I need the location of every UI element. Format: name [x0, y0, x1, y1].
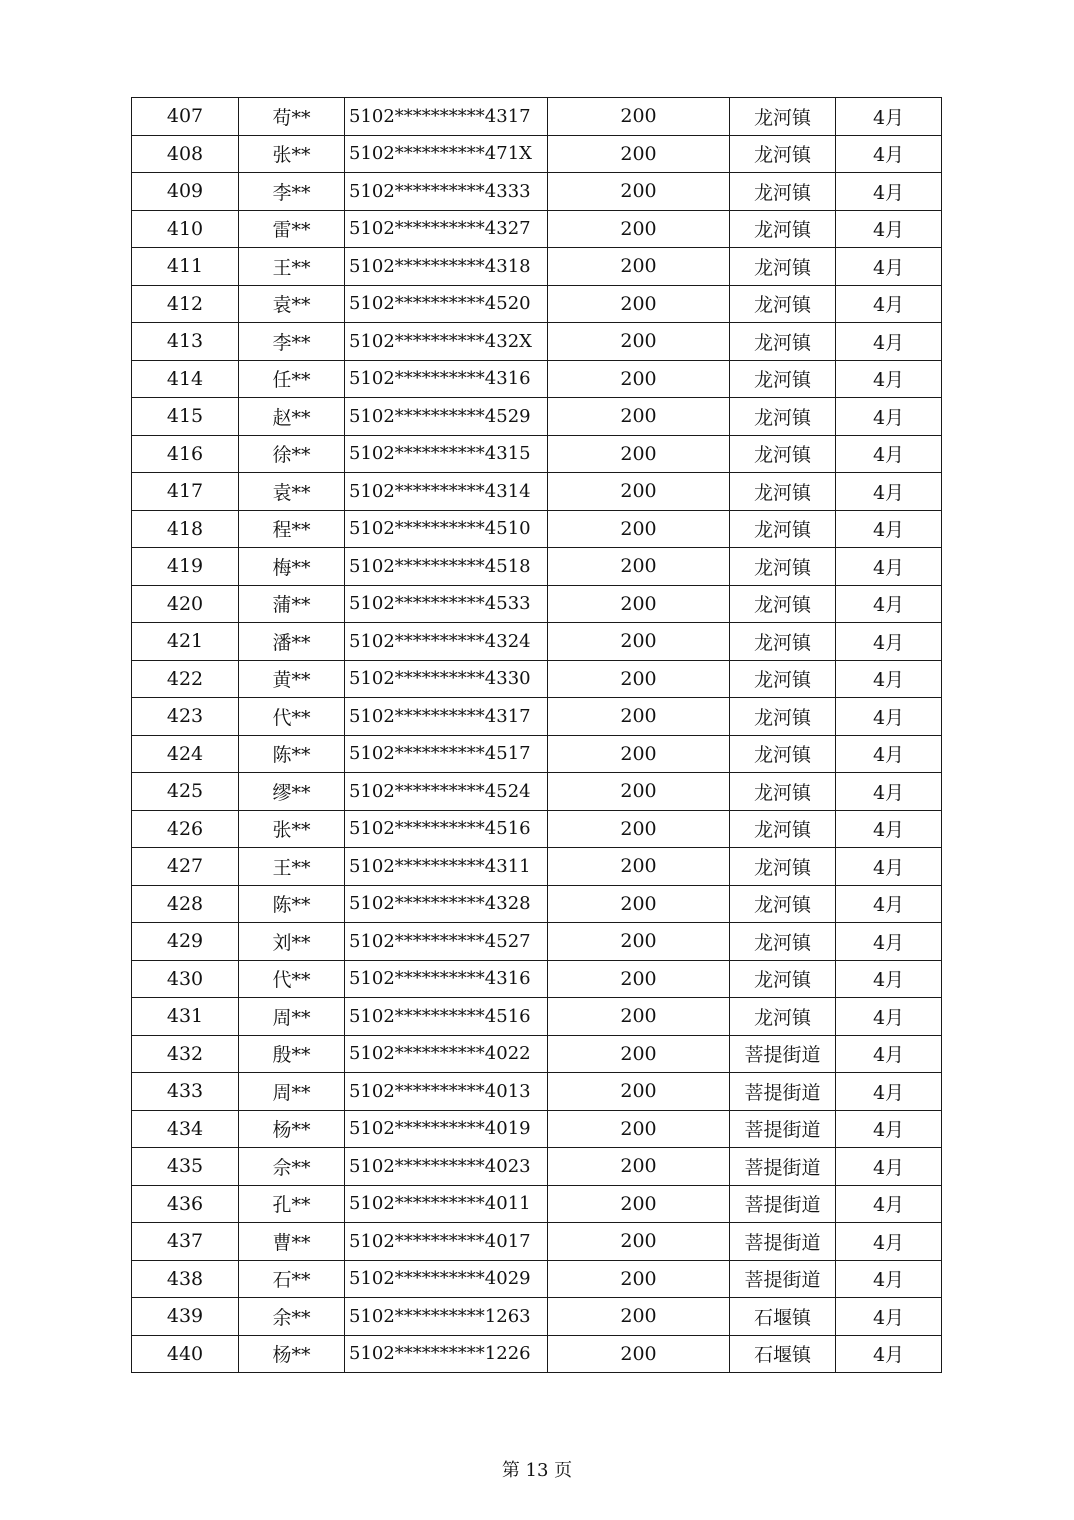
page-number: 第 13 页 [501, 1460, 573, 1481]
month-cell: 4月 [836, 698, 942, 736]
amount-cell: 200 [548, 923, 730, 961]
amount-cell: 200 [548, 1260, 730, 1298]
area-cell: 菩提街道 [730, 1185, 836, 1223]
amount-cell: 200 [548, 323, 730, 361]
id-number-cell: 5102**********4518 [345, 548, 548, 586]
area-cell: 菩提街道 [730, 1073, 836, 1111]
table-row [132, 960, 942, 998]
table-row [132, 1260, 942, 1298]
amount-cell: 200 [548, 735, 730, 773]
area-cell: 龙河镇 [730, 323, 836, 361]
area-cell: 龙河镇 [730, 473, 836, 511]
table-row [132, 248, 942, 286]
area-cell: 龙河镇 [730, 285, 836, 323]
month-cell: 4月 [836, 998, 942, 1036]
amount-cell: 200 [548, 473, 730, 511]
amount-cell: 200 [548, 398, 730, 436]
row-number-cell: 421 [132, 623, 239, 661]
table-body [132, 98, 942, 1373]
row-number-cell: 409 [132, 173, 239, 211]
row-number-cell: 425 [132, 773, 239, 811]
table-row [132, 1185, 942, 1223]
row-number-cell: 435 [132, 1148, 239, 1186]
amount-cell: 200 [548, 1223, 730, 1261]
id-number-cell: 5102**********1226 [345, 1335, 548, 1373]
table-row [132, 585, 942, 623]
table-row [132, 1298, 942, 1336]
amount-cell: 200 [548, 698, 730, 736]
amount-cell: 200 [548, 1298, 730, 1336]
id-number-cell: 5102**********4314 [345, 473, 548, 511]
name-cell: 袁** [239, 473, 345, 511]
name-cell: 任** [239, 360, 345, 398]
table-row [132, 98, 942, 136]
table-row [132, 923, 942, 961]
month-cell: 4月 [836, 98, 942, 136]
month-cell: 4月 [836, 210, 942, 248]
area-cell: 龙河镇 [730, 210, 836, 248]
month-cell: 4月 [836, 360, 942, 398]
month-cell: 4月 [836, 435, 942, 473]
amount-cell: 200 [548, 1185, 730, 1223]
name-cell: 杨** [239, 1110, 345, 1148]
name-cell: 代** [239, 960, 345, 998]
area-cell: 菩提街道 [730, 1148, 836, 1186]
name-cell: 潘** [239, 623, 345, 661]
name-cell: 王** [239, 848, 345, 886]
row-number-cell: 415 [132, 398, 239, 436]
id-number-cell: 5102**********4311 [345, 848, 548, 886]
name-cell: 梅** [239, 548, 345, 586]
month-cell: 4月 [836, 473, 942, 511]
row-number-cell: 422 [132, 660, 239, 698]
roster-table [131, 97, 942, 1373]
area-cell: 龙河镇 [730, 398, 836, 436]
month-cell: 4月 [836, 173, 942, 211]
area-cell: 龙河镇 [730, 698, 836, 736]
id-number-cell: 5102**********471X [345, 135, 548, 173]
row-number-cell: 413 [132, 323, 239, 361]
name-cell: 殷** [239, 1035, 345, 1073]
id-number-cell: 5102**********4011 [345, 1185, 548, 1223]
amount-cell: 200 [548, 1073, 730, 1111]
month-cell: 4月 [836, 1073, 942, 1111]
area-cell: 龙河镇 [730, 623, 836, 661]
month-cell: 4月 [836, 623, 942, 661]
row-number-cell: 433 [132, 1073, 239, 1111]
area-cell: 龙河镇 [730, 248, 836, 286]
id-number-cell: 5102**********4318 [345, 248, 548, 286]
area-cell: 龙河镇 [730, 848, 836, 886]
row-number-cell: 428 [132, 885, 239, 923]
area-cell: 龙河镇 [730, 135, 836, 173]
row-number-cell: 430 [132, 960, 239, 998]
table-row [132, 810, 942, 848]
name-cell: 陈** [239, 735, 345, 773]
table-row [132, 773, 942, 811]
table-row [132, 1148, 942, 1186]
row-number-cell: 427 [132, 848, 239, 886]
name-cell: 赵** [239, 398, 345, 436]
area-cell: 龙河镇 [730, 435, 836, 473]
table-row [132, 360, 942, 398]
amount-cell: 200 [548, 885, 730, 923]
name-cell: 曹** [239, 1223, 345, 1261]
name-cell: 李** [239, 173, 345, 211]
name-cell: 程** [239, 510, 345, 548]
table-row [132, 848, 942, 886]
area-cell: 龙河镇 [730, 548, 836, 586]
area-cell: 菩提街道 [730, 1223, 836, 1261]
name-cell: 缪** [239, 773, 345, 811]
name-cell: 佘** [239, 1148, 345, 1186]
table-row [132, 435, 942, 473]
amount-cell: 200 [548, 510, 730, 548]
amount-cell: 200 [548, 210, 730, 248]
row-number-cell: 438 [132, 1260, 239, 1298]
area-cell: 菩提街道 [730, 1110, 836, 1148]
row-number-cell: 429 [132, 923, 239, 961]
month-cell: 4月 [836, 848, 942, 886]
area-cell: 石堰镇 [730, 1335, 836, 1373]
area-cell: 龙河镇 [730, 360, 836, 398]
name-cell: 苟** [239, 98, 345, 136]
amount-cell: 200 [548, 585, 730, 623]
id-number-cell: 5102**********4324 [345, 623, 548, 661]
row-number-cell: 410 [132, 210, 239, 248]
row-number-cell: 436 [132, 1185, 239, 1223]
id-number-cell: 5102**********4330 [345, 660, 548, 698]
area-cell: 石堰镇 [730, 1298, 836, 1336]
amount-cell: 200 [548, 1148, 730, 1186]
name-cell: 袁** [239, 285, 345, 323]
month-cell: 4月 [836, 510, 942, 548]
id-number-cell: 5102**********4317 [345, 698, 548, 736]
table-row [132, 623, 942, 661]
table-row [132, 1223, 942, 1261]
id-number-cell: 5102**********4317 [345, 98, 548, 136]
area-cell: 龙河镇 [730, 773, 836, 811]
row-number-cell: 432 [132, 1035, 239, 1073]
area-cell: 龙河镇 [730, 660, 836, 698]
amount-cell: 200 [548, 810, 730, 848]
row-number-cell: 414 [132, 360, 239, 398]
amount-cell: 200 [548, 360, 730, 398]
area-cell: 龙河镇 [730, 885, 836, 923]
row-number-cell: 416 [132, 435, 239, 473]
id-number-cell: 5102**********4516 [345, 998, 548, 1036]
month-cell: 4月 [836, 1110, 942, 1148]
row-number-cell: 408 [132, 135, 239, 173]
table-row [132, 885, 942, 923]
amount-cell: 200 [548, 435, 730, 473]
id-number-cell: 5102**********4328 [345, 885, 548, 923]
table-row [132, 998, 942, 1036]
month-cell: 4月 [836, 135, 942, 173]
amount-cell: 200 [548, 1110, 730, 1148]
table-row [132, 548, 942, 586]
id-number-cell: 5102**********1263 [345, 1298, 548, 1336]
area-cell: 菩提街道 [730, 1260, 836, 1298]
month-cell: 4月 [836, 1260, 942, 1298]
row-number-cell: 411 [132, 248, 239, 286]
row-number-cell: 437 [132, 1223, 239, 1261]
table-row [132, 1335, 942, 1373]
month-cell: 4月 [836, 660, 942, 698]
area-cell: 龙河镇 [730, 810, 836, 848]
amount-cell: 200 [548, 848, 730, 886]
month-cell: 4月 [836, 1035, 942, 1073]
id-number-cell: 5102**********4529 [345, 398, 548, 436]
id-number-cell: 5102**********4029 [345, 1260, 548, 1298]
name-cell: 张** [239, 135, 345, 173]
month-cell: 4月 [836, 323, 942, 361]
name-cell: 雷** [239, 210, 345, 248]
name-cell: 张** [239, 810, 345, 848]
area-cell: 龙河镇 [730, 735, 836, 773]
table-row [132, 323, 942, 361]
month-cell: 4月 [836, 398, 942, 436]
id-number-cell: 5102**********4527 [345, 923, 548, 961]
table-row [132, 1110, 942, 1148]
name-cell: 刘** [239, 923, 345, 961]
area-cell: 龙河镇 [730, 98, 836, 136]
amount-cell: 200 [548, 1335, 730, 1373]
amount-cell: 200 [548, 285, 730, 323]
amount-cell: 200 [548, 998, 730, 1036]
area-cell: 龙河镇 [730, 998, 836, 1036]
month-cell: 4月 [836, 810, 942, 848]
name-cell: 陈** [239, 885, 345, 923]
table-row [132, 135, 942, 173]
id-number-cell: 5102**********4510 [345, 510, 548, 548]
amount-cell: 200 [548, 773, 730, 811]
month-cell: 4月 [836, 923, 942, 961]
row-number-cell: 434 [132, 1110, 239, 1148]
id-number-cell: 5102**********4017 [345, 1223, 548, 1261]
name-cell: 黄** [239, 660, 345, 698]
amount-cell: 200 [548, 248, 730, 286]
name-cell: 蒲** [239, 585, 345, 623]
area-cell: 菩提街道 [730, 1035, 836, 1073]
amount-cell: 200 [548, 135, 730, 173]
id-number-cell: 5102**********4333 [345, 173, 548, 211]
area-cell: 龙河镇 [730, 510, 836, 548]
name-cell: 余** [239, 1298, 345, 1336]
id-number-cell: 5102**********4316 [345, 960, 548, 998]
month-cell: 4月 [836, 885, 942, 923]
area-cell: 龙河镇 [730, 173, 836, 211]
amount-cell: 200 [548, 98, 730, 136]
name-cell: 周** [239, 1073, 345, 1111]
table-row [132, 735, 942, 773]
row-number-cell: 439 [132, 1298, 239, 1336]
id-number-cell: 5102**********4517 [345, 735, 548, 773]
id-number-cell: 5102**********4315 [345, 435, 548, 473]
area-cell: 龙河镇 [730, 960, 836, 998]
month-cell: 4月 [836, 1335, 942, 1373]
id-number-cell: 5102**********4019 [345, 1110, 548, 1148]
row-number-cell: 424 [132, 735, 239, 773]
table-row [132, 510, 942, 548]
amount-cell: 200 [548, 548, 730, 586]
table-row [132, 1035, 942, 1073]
name-cell: 周** [239, 998, 345, 1036]
table-row [132, 660, 942, 698]
month-cell: 4月 [836, 1223, 942, 1261]
row-number-cell: 440 [132, 1335, 239, 1373]
name-cell: 孔** [239, 1185, 345, 1223]
month-cell: 4月 [836, 548, 942, 586]
id-number-cell: 5102**********4533 [345, 585, 548, 623]
table-row [132, 398, 942, 436]
area-cell: 龙河镇 [730, 585, 836, 623]
month-cell: 4月 [836, 285, 942, 323]
area-cell: 龙河镇 [730, 923, 836, 961]
id-number-cell: 5102**********4520 [345, 285, 548, 323]
row-number-cell: 412 [132, 285, 239, 323]
id-number-cell: 5102**********4327 [345, 210, 548, 248]
id-number-cell: 5102**********4022 [345, 1035, 548, 1073]
table-row [132, 698, 942, 736]
row-number-cell: 418 [132, 510, 239, 548]
name-cell: 王** [239, 248, 345, 286]
amount-cell: 200 [548, 1035, 730, 1073]
table-row [132, 210, 942, 248]
table-row [132, 173, 942, 211]
table-row [132, 473, 942, 511]
id-number-cell: 5102**********432X [345, 323, 548, 361]
row-number-cell: 423 [132, 698, 239, 736]
id-number-cell: 5102**********4013 [345, 1073, 548, 1111]
table-row [132, 1073, 942, 1111]
id-number-cell: 5102**********4023 [345, 1148, 548, 1186]
row-number-cell: 426 [132, 810, 239, 848]
id-number-cell: 5102**********4516 [345, 810, 548, 848]
row-number-cell: 417 [132, 473, 239, 511]
name-cell: 李** [239, 323, 345, 361]
month-cell: 4月 [836, 248, 942, 286]
month-cell: 4月 [836, 585, 942, 623]
row-number-cell: 419 [132, 548, 239, 586]
month-cell: 4月 [836, 773, 942, 811]
row-number-cell: 407 [132, 98, 239, 136]
month-cell: 4月 [836, 1298, 942, 1336]
amount-cell: 200 [548, 623, 730, 661]
id-number-cell: 5102**********4316 [345, 360, 548, 398]
amount-cell: 200 [548, 173, 730, 211]
name-cell: 代** [239, 698, 345, 736]
row-number-cell: 420 [132, 585, 239, 623]
name-cell: 杨** [239, 1335, 345, 1373]
month-cell: 4月 [836, 735, 942, 773]
amount-cell: 200 [548, 960, 730, 998]
month-cell: 4月 [836, 1185, 942, 1223]
name-cell: 徐** [239, 435, 345, 473]
month-cell: 4月 [836, 1148, 942, 1186]
name-cell: 石** [239, 1260, 345, 1298]
id-number-cell: 5102**********4524 [345, 773, 548, 811]
amount-cell: 200 [548, 660, 730, 698]
row-number-cell: 431 [132, 998, 239, 1036]
table-row [132, 285, 942, 323]
month-cell: 4月 [836, 960, 942, 998]
